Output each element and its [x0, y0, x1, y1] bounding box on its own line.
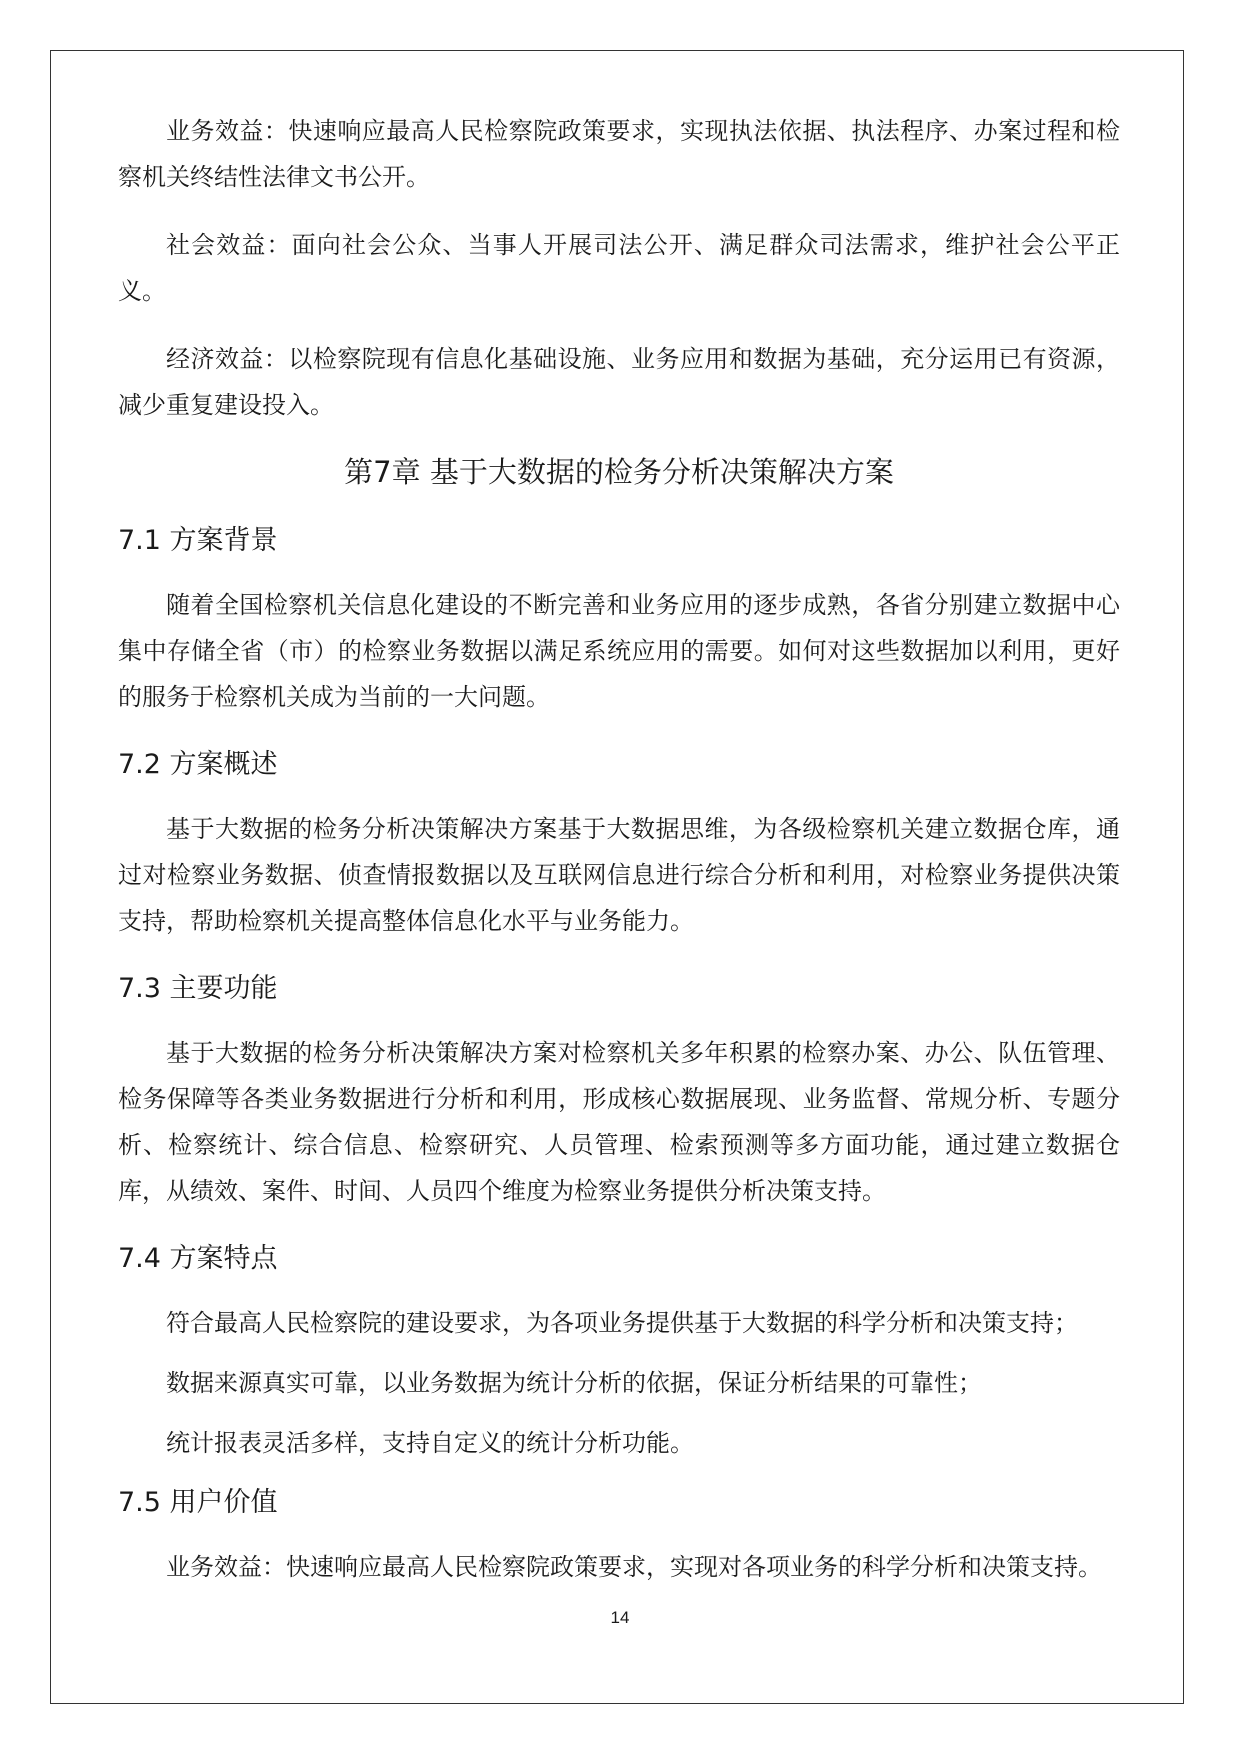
paragraph: 随着全国检察机关信息化建设的不断完善和业务应用的逐步成熟，各省分别建立数据中心集中存储全省（市）的检察业务数据以满足系统应用的需要。如何对这些数据加以利用，更好的服务于检察机关成为当前的一大问题。 — [118, 591, 1120, 711]
paragraph: 社会效益：面向社会公众、当事人开展司法公开、满足群众司法需求，维护社会公平正义。 — [118, 231, 1120, 305]
list-item: 符合最高人民检察院的建设要求，为各项业务提供基于大数据的科学分析和决策支持； — [166, 1309, 1078, 1337]
paragraph: 业务效益：快速响应最高人民检察院政策要求，实现对各项业务的科学分析和决策支持。 — [166, 1553, 1102, 1581]
feature-list — [118, 1300, 1120, 1466]
paragraph: 基于大数据的检务分析决策解决方案对检察机关多年积累的检察办案、办公、队伍管理、检务保障等各类业务数据进行分析和利用，形成核心数据展现、业务监督、常规分析、专题分析、检察统计、综合信息、检察研究、人员管理、检索预测等多方面功能，通过建立数据仓库，从绩效、案件、时间、人员四个维度为检察业务提供分析决策支持。 — [118, 1039, 1120, 1205]
list-item: 统计报表灵活多样，支持自定义的统计分析功能。 — [166, 1429, 694, 1457]
paragraph: 业务效益：快速响应最高人民检察院政策要求，实现执法依据、执法程序、办案过程和检察机关终结性法律文书公开。 — [118, 117, 1120, 191]
paragraph: 经济效益：以检察院现有信息化基础设施、业务应用和数据为基础，充分运用已有资源，减少重复建设投入。 — [118, 345, 1120, 419]
list-item: 数据来源真实可靠，以业务数据为统计分析的依据，保证分析结果的可靠性； — [166, 1369, 982, 1397]
section-heading: 7.3 主要功能 — [118, 973, 278, 1004]
section-heading: 7.4 方案特点 — [118, 1243, 278, 1274]
section-heading: 7.1 方案背景 — [118, 525, 278, 556]
section-heading: 7.5 用户价值 — [118, 1487, 278, 1518]
paragraph: 基于大数据的检务分析决策解决方案基于大数据思维，为各级检察机关建立数据仓库，通过对检察业务数据、侦查情报数据以及互联网信息进行综合分析和利用，对检察业务提供决策支持，帮助检察机关提高整体信息化水平与业务能力。 — [118, 815, 1120, 935]
page-number: 14 — [610, 1608, 630, 1627]
section-heading: 7.2 方案概述 — [118, 749, 278, 780]
chapter-title: 第7章 基于大数据的检务分析决策解决方案 — [344, 455, 894, 489]
page-content — [118, 108, 1120, 1590]
